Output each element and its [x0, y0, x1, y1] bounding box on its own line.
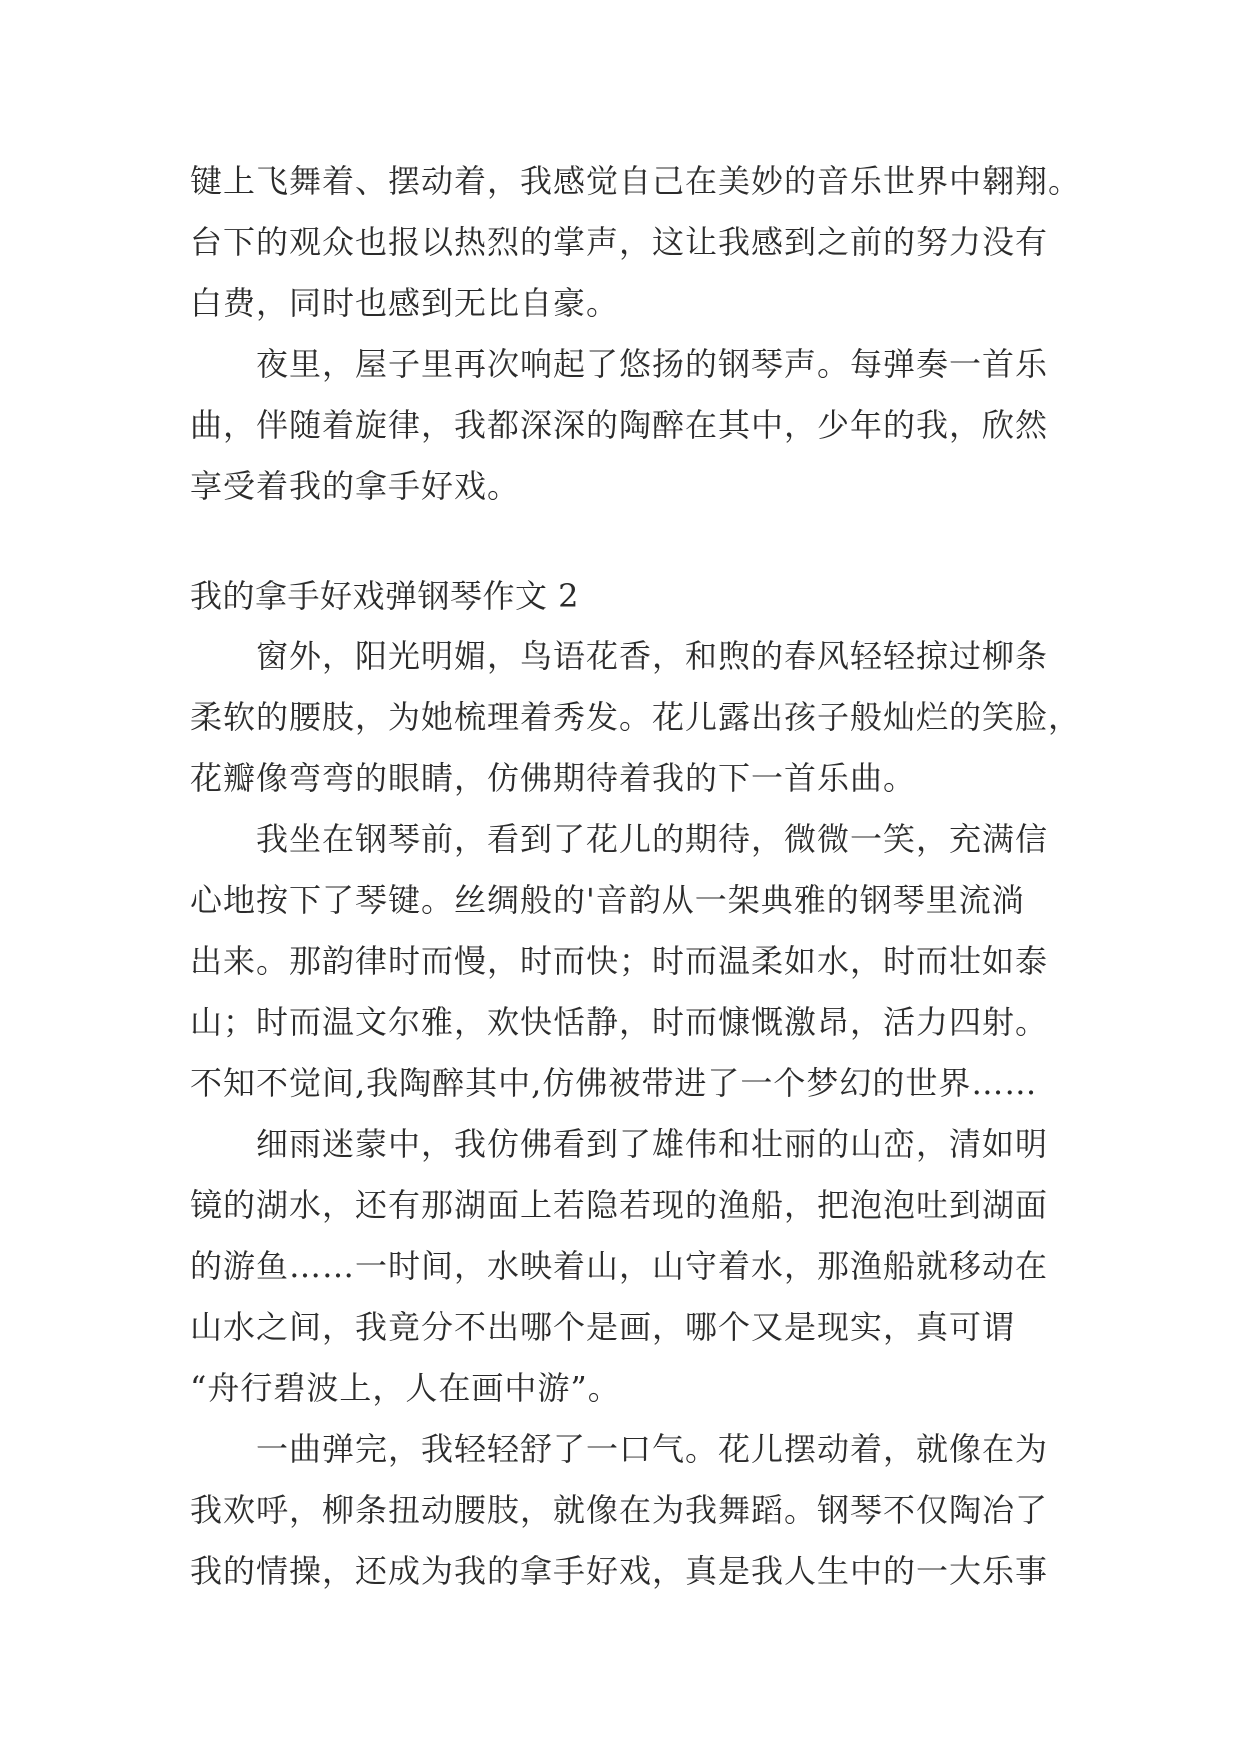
text-line: 一曲弹完，我轻轻舒了一口气。花儿摆动着，就像在为 [190, 1430, 1049, 1468]
section-heading: 我的拿手好戏弹钢琴作文 2 [190, 577, 580, 615]
text-line: 曲，伴随着旋律，我都深深的陶醉在其中，少年的我，欣然 [190, 406, 1049, 444]
text-line: 心地按下了琴键。丝绸般的'音韵从一架典雅的钢琴里流淌 [190, 881, 1025, 919]
text-line: 夜里，屋子里再次响起了悠扬的钢琴声。每弹奏一首乐 [190, 345, 1049, 383]
text-line: 我欢呼，柳条扭动腰肢，就像在为我舞蹈。钢琴不仅陶冶了 [190, 1491, 1049, 1529]
text-line: 花瓣像弯弯的眼睛，仿佛期待着我的下一首乐曲。 [190, 759, 917, 797]
text-line: 窗外，阳光明媚，鸟语花香，和煦的春风轻轻掠过柳条 [190, 637, 1049, 675]
text-line: 我的情操，还成为我的拿手好戏，真是我人生中的一大乐事 [190, 1552, 1049, 1590]
text-line: 出来。那韵律时而慢，时而快；时而温柔如水，时而壮如泰 [190, 942, 1049, 980]
text-line: 镜的湖水，还有那湖面上若隐若现的渔船，把泡泡吐到湖面 [190, 1186, 1049, 1224]
text-line: 山水之间，我竟分不出哪个是画，哪个又是现实，真可谓 [190, 1308, 1016, 1346]
text-line: 柔软的腰肢，为她梳理着秀发。花儿露出孩子般灿烂的笑脸， [190, 698, 1082, 736]
text-line: 享受着我的拿手好戏。 [190, 467, 521, 505]
text-line: 键上飞舞着、摆动着，我感觉自己在美妙的音乐世界中翱翔。 [190, 162, 1082, 200]
text-line: 我坐在钢琴前，看到了花儿的期待，微微一笑，充满信 [190, 820, 1049, 858]
text-line: 山；时而温文尔雅，欢快恬静，时而慷慨激昂，活力四射。 [190, 1003, 1049, 1041]
text-line: 的游鱼……一时间，水映着山，山守着水，那渔船就移动在 [190, 1247, 1049, 1285]
text-line: 白费，同时也感到无比自豪。 [190, 284, 620, 322]
text-line: “舟行碧波上，人在画中游”。 [190, 1369, 621, 1407]
text-line: 台下的观众也报以热烈的掌声，这让我感到之前的努力没有 [190, 223, 1049, 261]
text-line: 细雨迷蒙中，我仿佛看到了雄伟和壮丽的山峦，清如明 [190, 1125, 1049, 1163]
text-line: 不知不觉间,我陶醉其中,仿佛被带进了一个梦幻的世界…… [190, 1064, 1038, 1102]
